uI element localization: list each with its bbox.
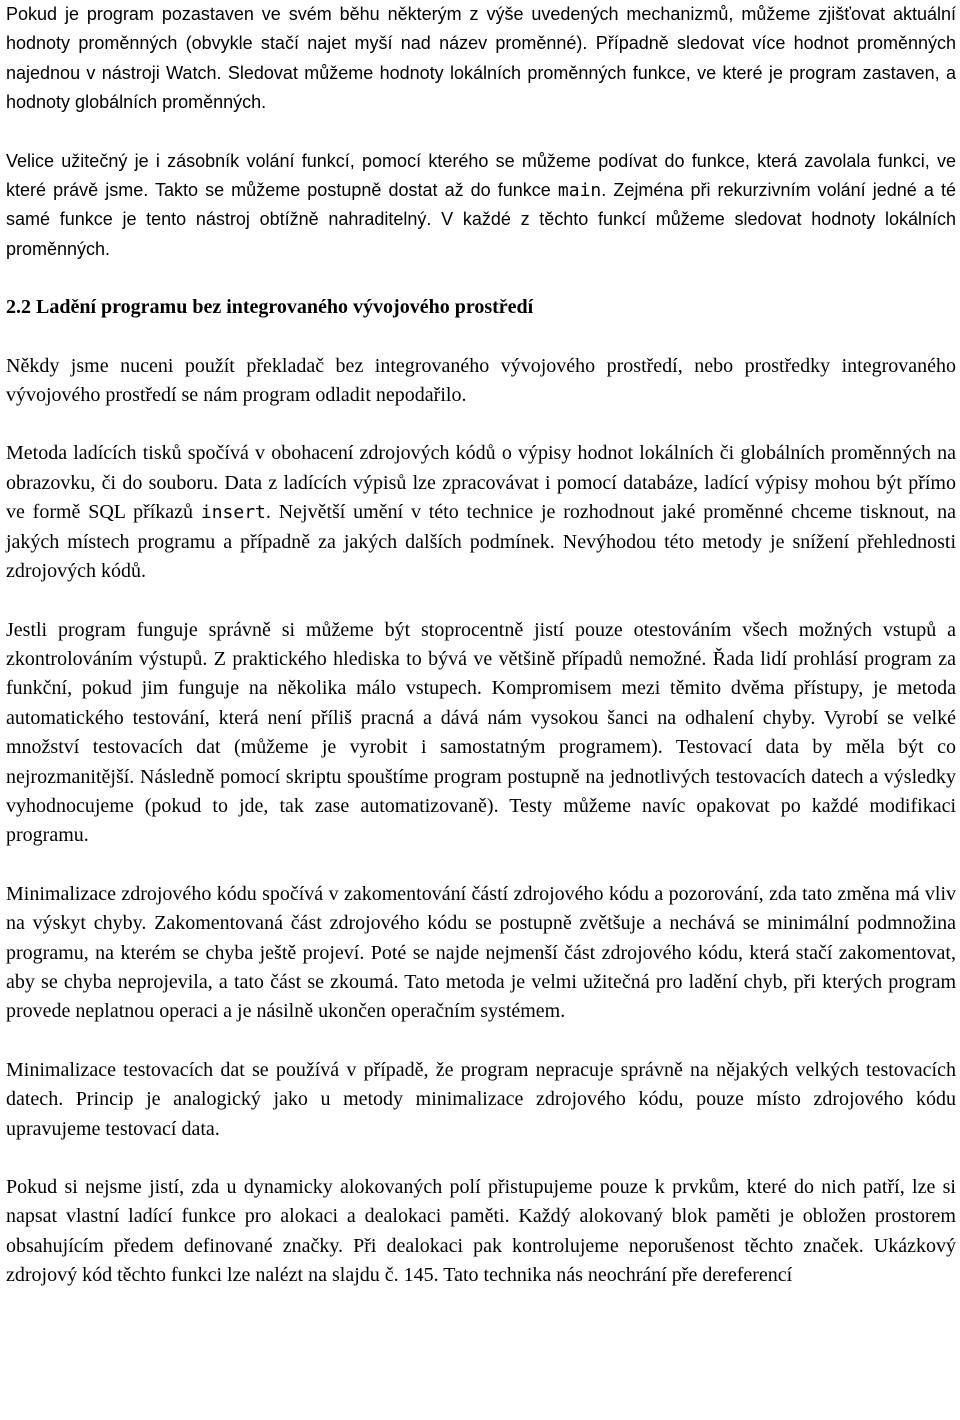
section-heading: 2.2 Ladění programu bez integrovaného vývojového prostředí [6,296,534,319]
paragraph-text: Metoda ladících tisků spočívá v obohacení zdrojových kódů o výpisy hodnot lokálních či globálních proměnných na obrazovku, či do souboru. Data z ladících výpisů lze zpracovávat i pomocí databáze, ladící výpisy mohou být přímo ve formě SQL příkazů [6,442,956,524]
paragraph-text: Velice užitečný je i zásobník volání funkcí, pomocí kterého se můžeme podívat do funkce, která zavolala funkci, ve které právě jsme. Takto se můžeme postupně dostat až do funkce [6,150,956,201]
code-main: main [557,180,602,202]
paragraph-text-watch: Případně sledovat více hodnot proměnných najednou v nástroji Watch. Sledovat můžeme hodnoty lokálních proměnných funkce, ve které je program zastaven, a hodnoty globálních proměnných. [6,33,956,113]
paragraph-variable-inspection [6,0,956,118]
paragraph-memory-debugging: Pokud si nejsme jistí, zda u dynamicky alokovaných polí přistupujeme pouze k prvkům, které do nich patří, lze si napsat vlastní ladící funkce pro alokaci a dealokaci paměti. Každý alokovaný blok paměti je obložen prostorem obsahujícím předem definované značky. Při dealokaci pak kontrolujeme neporušenost těchto značek. Ukázkový zdrojový kód těchto funkci lze nalézt na slajdu č. 145. Tato technika nás neochrání pře dereferencí [6,1176,956,1287]
code-insert: insert [200,502,266,524]
paragraph-source-minimization: Minimalizace zdrojového kódu spočívá v zakomentování částí zdrojového kódu a pozorování, zda tato změna má vliv na výskyt chyby. Zakomentovaná část zdrojového kódu se postupně zvětšuje a nechává se minimální podmnožina programu, na kterém se chyba ještě projeví. Poté se najde nejmenší část zdrojového kódu, která stačí zakomentovat, aby se chyba neprojevila, a tato část se zkoumá. Tato metoda je velmi užitečná pro ladění chyb, při kterých program provede neplatnou operaci a je násilně ukončen operačním systémem. [6,882,956,1023]
paragraph-text: Pokud je program pozastaven ve svém běhu některým z výše uvedených mechanizmů, můžeme zjišťovat aktuální hodnoty proměnných (obvykle stačí najet myší nad název proměnné). [6,4,956,54]
paragraph-test-data-minimization: Minimalizace testovacích dat se používá v případě, že program nepracuje správně na nějakých velkých testovacích datech. Princip je analogický jako u metody minimalizace zdrojového kódu, pouze místo zdrojového kódu upravujeme testovací data. [6,1058,956,1140]
document-page [6,0,956,1320]
paragraph-debug-prints [6,439,956,586]
paragraph-text-recursion: . Zejména při rekurzivním volání jedné a té samé funkce je tento nástroj obtížně nahraditelný. V každé z těchto funkcí můžeme sledovat hodnoty lokálních proměnných. [6,180,956,259]
paragraph-call-stack [6,147,956,265]
paragraph-no-ide: Někdy jsme nuceni použít překladač bez integrovaného vývojového prostředí, nebo prostředky integrovaného vývojového prostředí se nám program odladit nepodařilo. [6,354,956,407]
paragraph-automatic-testing: Jestli program funguje správně si můžeme být stoprocentně jistí pouze otestováním všech možných vstupů a zkontrolováním výstupů. Z praktického hlediska to bývá ve většině případů nemožné. Řada lidí prohlásí program za funkční, pokud jim funguje na několika málo vstupech. Kompromisem mezi těmito dvěma přístupy, je metoda automatického testování, která není příliš pracná a dává nám vysokou šanci na odhalení chyby. Vyrobí se velké množství testovacích dat (můžeme je vyrobit i samostatným programem). Testovací data by měla být co nejrozmanitější. Následně pomocí skriptu spouštíme program postupně na jednotlivých testovacích datech a výsledky vyhodnocujeme (pokud to jde, tak zase automatizovaně). Testy můžeme navíc opakovat po každé modifikaci programu. [6,618,956,847]
paragraph-text-drawbacks: . Největší umění v této technice je rozhodnout jaké proměnné chceme tisknout, na jakých místech programu a případně za jakých dalších podmínek. Nevýhodou této metody je snížení přehlednosti zdrojových kódů. [6,501,956,583]
